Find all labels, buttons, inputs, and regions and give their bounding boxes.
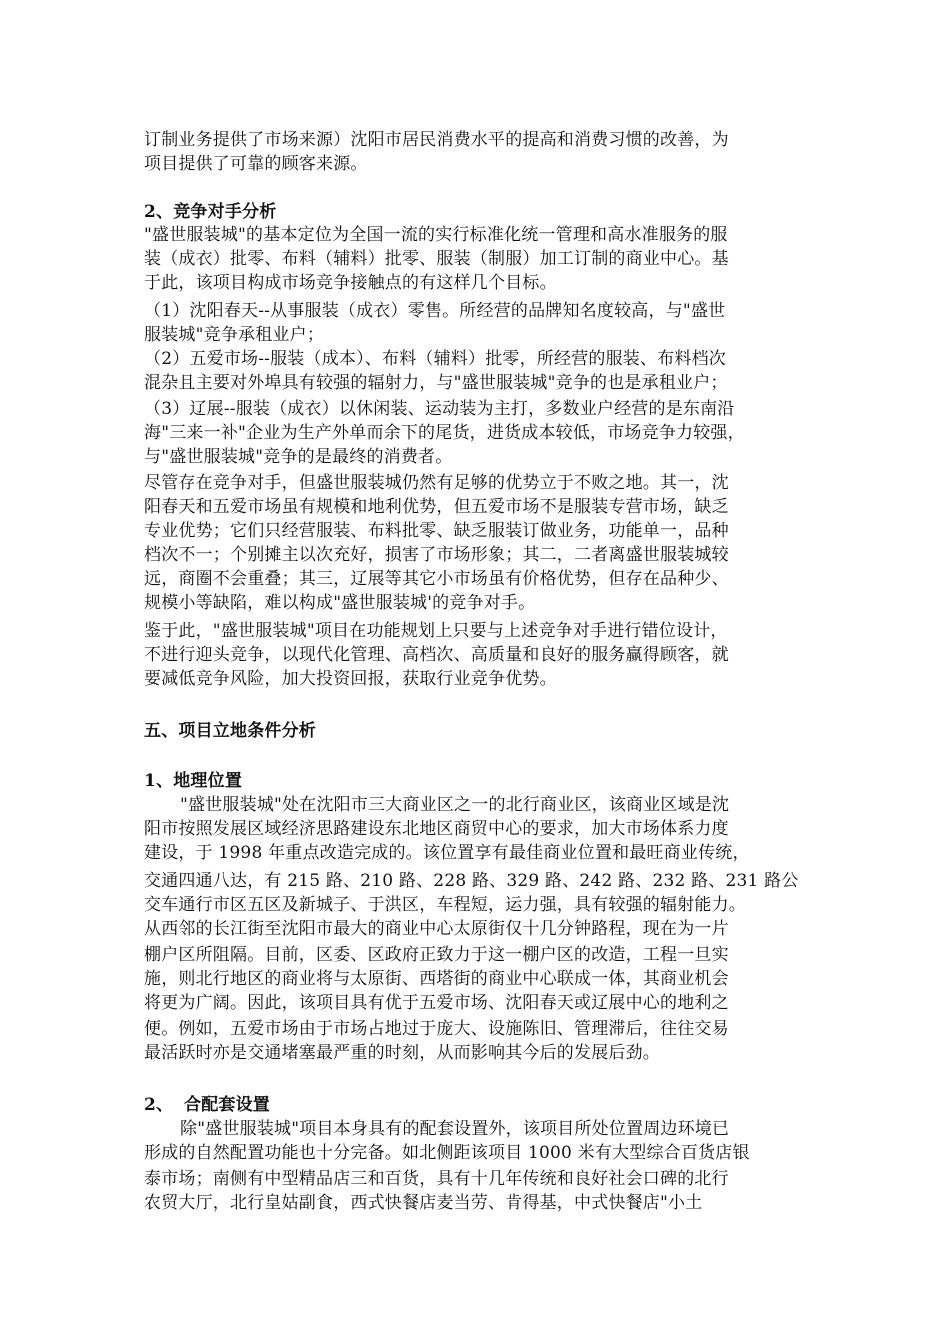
paragraph-line: 棚户区所阻隔。目前，区委、区政府正致力于这一棚户区的改造，工程一旦实 xyxy=(144,945,729,965)
intro-line-1: 订制业务提供了市场来源）沈阳市居民消费水平的提高和消费习惯的改善，为 xyxy=(144,130,729,150)
paragraph-line: 除"盛世服装城"项目本身具有的配套设置外，该项目所处位置周边环境已 xyxy=(180,1119,730,1139)
paragraph-line: 不进行迎头竞争，以现代化管理、高档次、高质量和良好的服务赢得顾客，就 xyxy=(144,645,729,665)
section-heading-location: 1、地理位置 xyxy=(144,771,243,791)
paragraph-line: 阳春天和五爱市场虽有规模和地利优势，但五爱市场不是服装专营市场，缺乏 xyxy=(144,497,729,517)
paragraph-line: 最活跃时亦是交通堵塞最严重的时刻，从而影响其今后的发展后劲。 xyxy=(144,1043,660,1063)
section-heading-site-conditions: 五、项目立地条件分析 xyxy=(144,721,316,741)
paragraph-line: 将更为广阔。因此，该项目具有优于五爱市场、沈阳春天或辽展中心的地利之 xyxy=(144,993,729,1013)
paragraph-line: 服装城"竞争承租业户； xyxy=(144,325,325,345)
section-heading-supporting-facilities: 合配套设置 xyxy=(184,1095,270,1115)
paragraph-line: 档次不一；个别摊主以次充好，损害了市场形象；其二，二者离盛世服装城较 xyxy=(144,545,729,565)
paragraph-line: （1）沈阳春天--从事服装（成衣）零售。所经营的品牌知名度较高，与"盛世 xyxy=(144,301,726,321)
paragraph-line: 与"盛世服装城"竞争的是最终的消费者。 xyxy=(144,447,453,467)
paragraph-line: 尽管存在竞争对手，但盛世服装城仍然有足够的优势立于不败之地。其一，沈 xyxy=(144,473,729,493)
intro-line-2: 项目提供了可靠的顾客来源。 xyxy=(144,154,368,174)
paragraph-line: 鉴于此，"盛世服装城"项目在功能规划上只要与上述竞争对手进行错位设计， xyxy=(144,621,728,641)
paragraph-line: 交通四通八达，有 215 路、210 路、228 路、329 路、242 路、232 路、231 路公 xyxy=(144,871,799,891)
paragraph-line: 阳市按照发展区域经济思路建设东北地区商贸中心的要求，加大市场体系力度 xyxy=(144,819,729,839)
paragraph-line: 施，则北行地区的商业将与太原街、西塔街的商业中心联成一体，其商业机会 xyxy=(144,969,729,989)
paragraph-line: 交车通行市区五区及新城子、于洪区，车程短，运力强，具有较强的辐射能力。 xyxy=(144,895,746,915)
paragraph-line: "盛世服装城"处在沈阳市三大商业区之一的北行商业区，该商业区域是沈 xyxy=(180,795,730,815)
paragraph-line: 装（成衣）批零、布料（辅料）批零、服装（制服）加工订制的商业中心。基 xyxy=(144,249,729,269)
paragraph-line: （3）辽展--服装（成衣）以休闲装、运动装为主打，多数业户经营的是东南沿 xyxy=(144,399,735,419)
paragraph-line: 形成的自然配置功能也十分完备。如北侧距该项目 1000 米有大型综合百货店银 xyxy=(144,1143,750,1163)
paragraph-line: "盛世服装城"的基本定位为全国一流的实行标准化统一管理和高水准服务的服 xyxy=(144,225,728,245)
paragraph-line: （2）五爱市场--服装（成本）、布料（辅料）批零，所经营的服装、布料档次 xyxy=(144,349,727,369)
paragraph-line: 混杂且主要对外埠具有较强的辐射力，与"盛世服装城"竞争的也是承租业户； xyxy=(144,373,728,393)
paragraph-line: 要减低竞争风险，加大投资回报，获取行业竞争优势。 xyxy=(144,669,557,689)
paragraph-line: 远，商圈不会重叠；其三，辽展等其它小市场虽有价格优势，但存在品种少、 xyxy=(144,569,729,589)
paragraph-line: 农贸大厅，北行皇姑副食，西式快餐店麦当劳、肯得基，中式快餐店"小土 xyxy=(144,1193,703,1213)
paragraph-line: 海"三来一补"企业为生产外单而余下的尾货，进货成本较低，市场竞争力较强， xyxy=(144,423,745,443)
paragraph-line: 规模小等缺陷，难以构成"盛世服装城'的竞争对手。 xyxy=(144,593,536,613)
paragraph-line: 便。例如，五爱市场由于市场占地过于庞大、设施陈旧、管理滞后，往往交易 xyxy=(144,1019,729,1039)
paragraph-line: 从西邻的长江街至沈阳市最大的商业中心太原街仅十几分钟路程，现在为一片 xyxy=(144,919,729,939)
section-heading-competitors: 2、竞争对手分析 xyxy=(144,202,277,222)
paragraph-line: 泰市场；南侧有中型精品店三和百货，具有十几年传统和良好社会口碑的北行 xyxy=(144,1169,729,1189)
paragraph-line: 建设，于 1998 年重点改造完成的。该位置享有最佳商业位置和最旺商业传统， xyxy=(144,843,750,863)
paragraph-line: 专业优势；它们只经营服装、布料批零、缺乏服装订做业务，功能单一，品种 xyxy=(144,521,729,541)
paragraph-line: 于此，该项目构成市场竞争接触点的有这样几个目标。 xyxy=(144,273,557,293)
section-heading-supporting-facilities-number: 2、 xyxy=(144,1095,174,1115)
